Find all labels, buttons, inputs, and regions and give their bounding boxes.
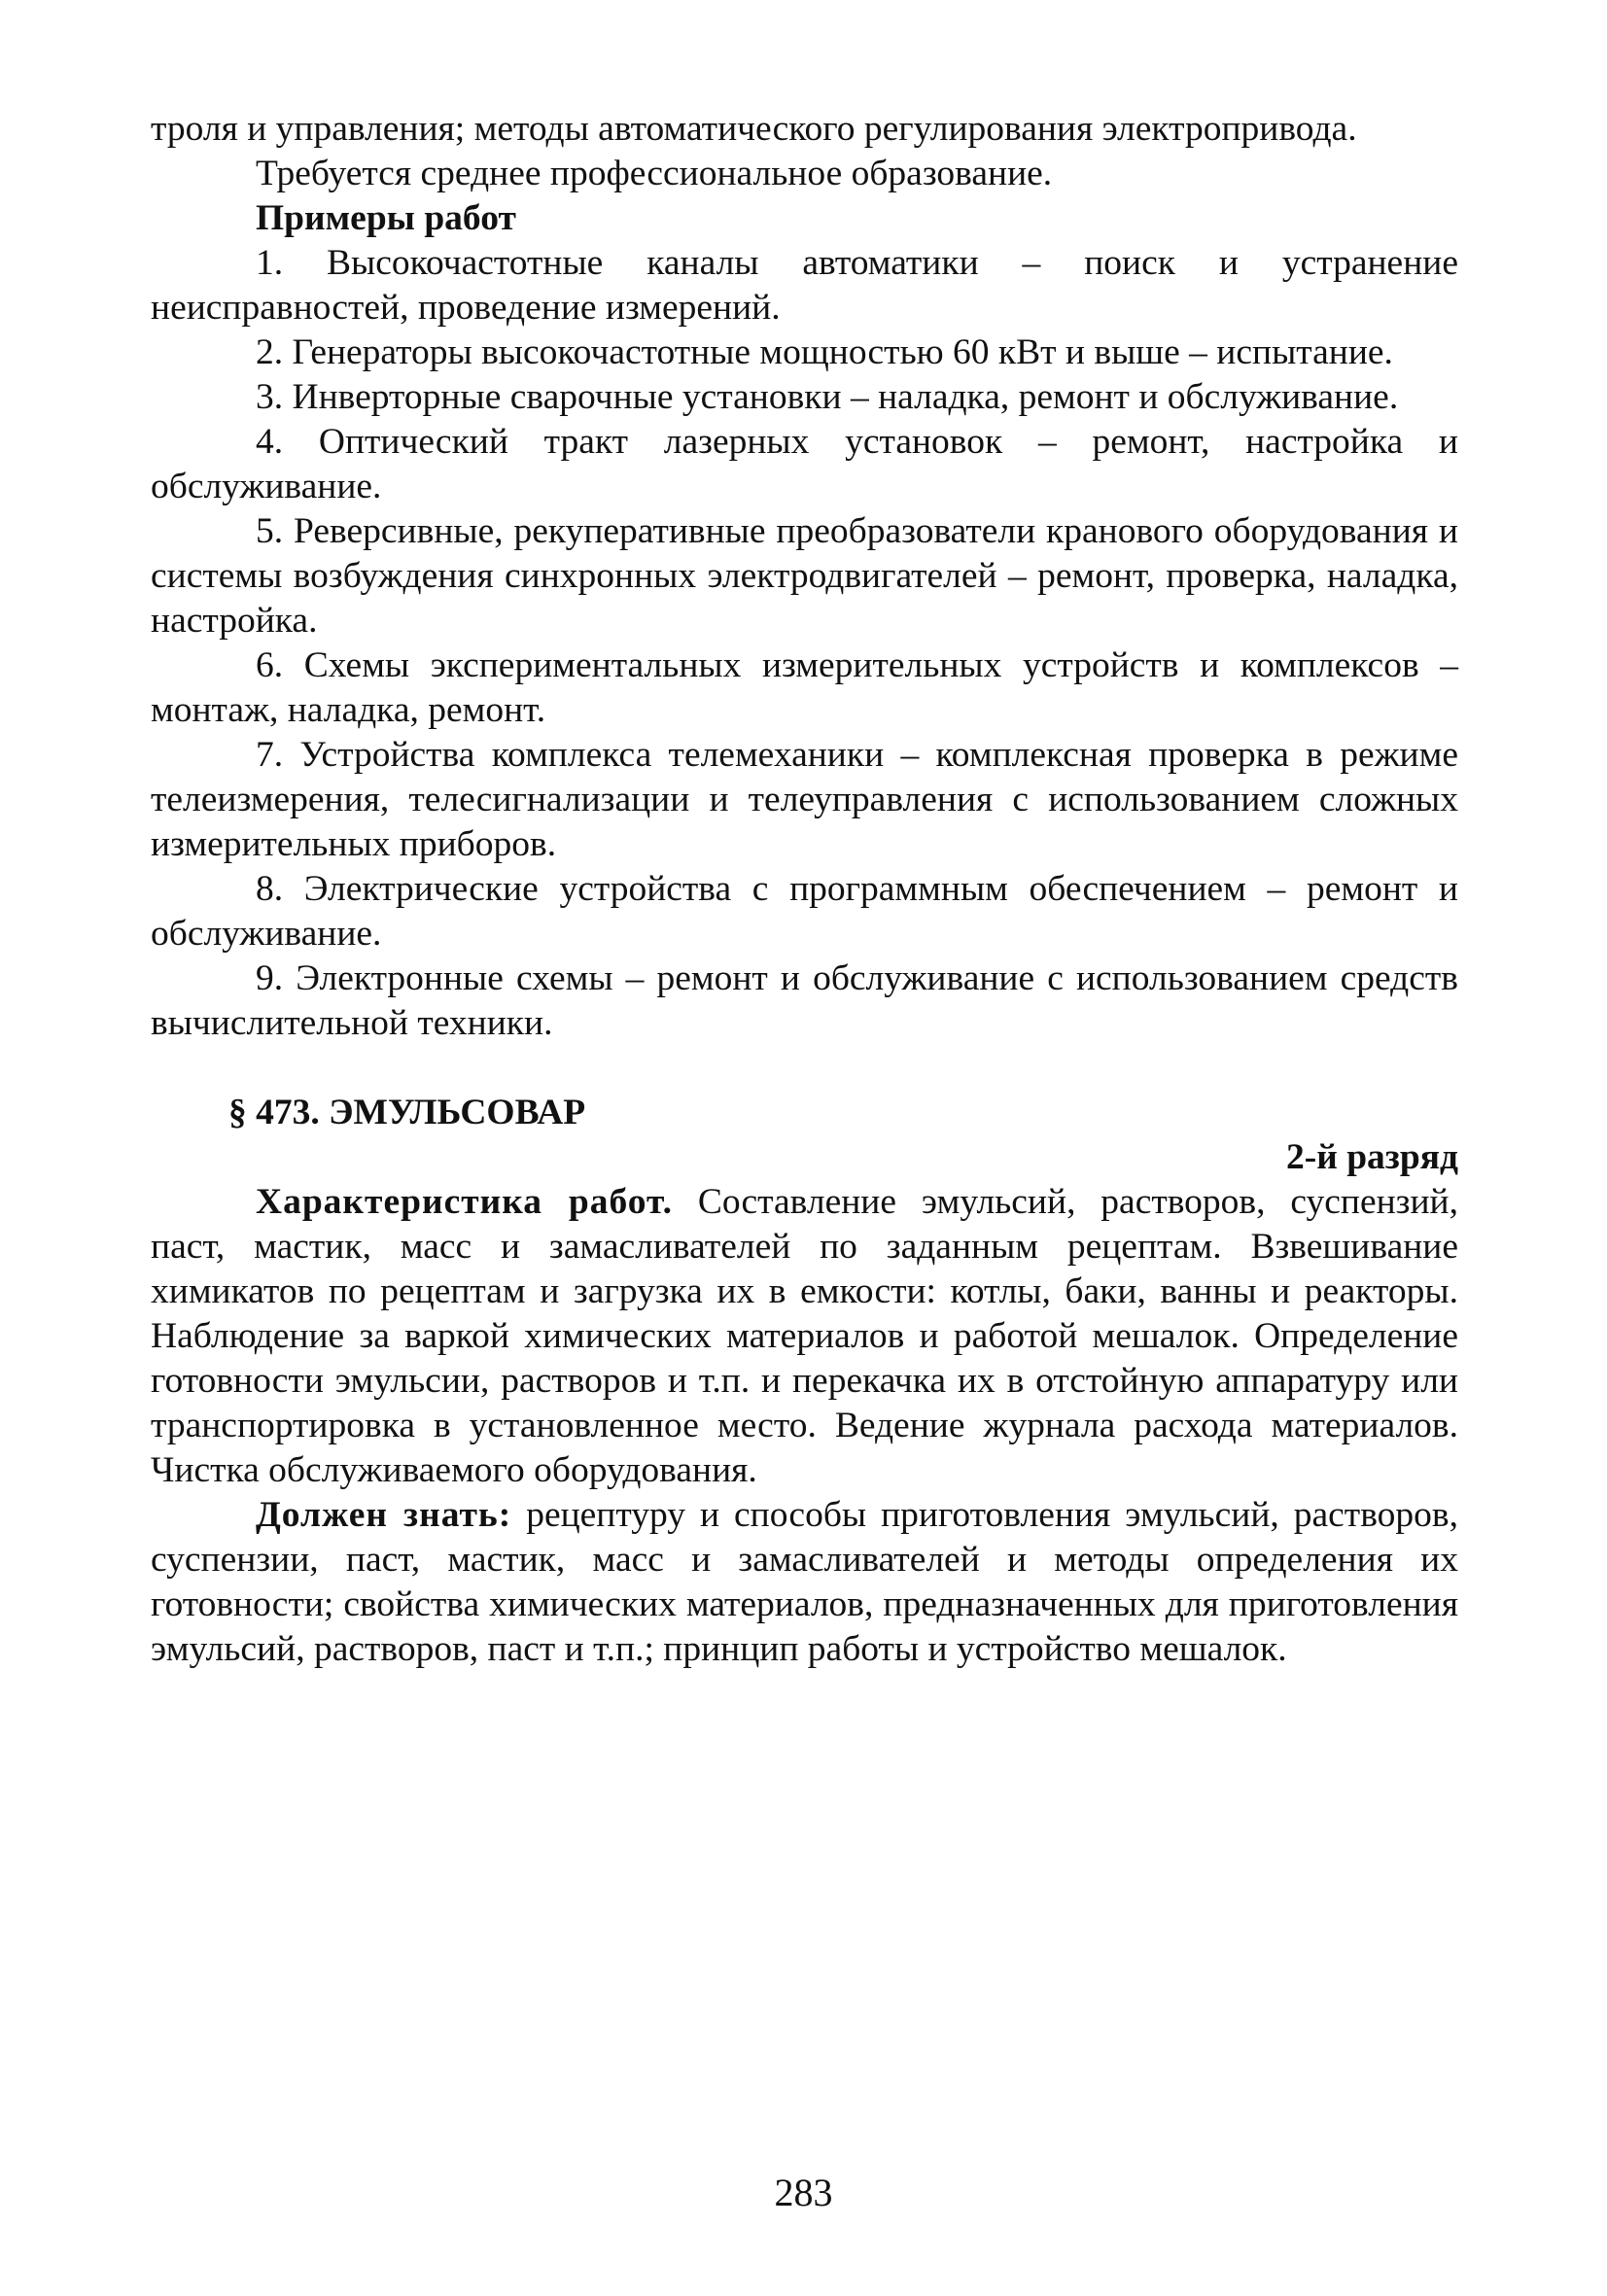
example-item-8: 8. Электрические устройства с программным обеспечением – ремонт и обслуживание.: [151, 869, 1458, 954]
grade-label: 2-й разряд: [1285, 1137, 1458, 1177]
characteristic-label: Характеристика работ.: [256, 1182, 673, 1222]
example-item-4: 4. Оптический тракт лазерных установок – ремонт, настройка и обслуживание.: [151, 422, 1458, 506]
page-number: 283: [774, 2171, 833, 2214]
example-item-1: 1. Высокочастотные каналы автоматики – поиск и устранение неисправностей, проведение измерений.: [151, 243, 1458, 328]
example-item-5: 5. Реверсивные, рекуперативные преобразователи кранового оборудования и системы возбуждения синхронных электродвигателей – ремонт, проверка, наладка, настройка.: [151, 511, 1458, 641]
section-title: § 473. ЭМУЛЬСОВАР: [228, 1093, 586, 1132]
knowledge-paragraph: [151, 1493, 1458, 1672]
knowledge-label: Должен знать:: [256, 1495, 512, 1535]
example-item-2: 2. Генераторы высокочастотные мощностью 60 кВт и выше – испытание.: [256, 332, 1393, 372]
example-item-6: 6. Схемы экспериментальных измерительных устройств и комплексов – монтаж, наладка, ремонт.: [151, 645, 1458, 730]
characteristic-paragraph: [151, 1180, 1458, 1493]
page-body: [151, 107, 1458, 1672]
examples-heading: Примеры работ: [256, 198, 516, 238]
intro-continuation: троля и управления; методы автоматического регулирования электропривода.: [151, 109, 1357, 149]
knowledge-text: рецептуру и способы приготовления эмульсий, растворов, суспензии, паст, мастик, масс и замасливателей и методы определения их готовности; свойства химических материалов, предназначенных для приготовления эмульсий, растворов, паст и т.п.; принцип работы и устройство мешалок.: [151, 1495, 1458, 1669]
education-requirement: Требуется среднее профессиональное образование.: [256, 154, 1053, 193]
example-item-3: 3. Инверторные сварочные установки – наладка, ремонт и обслуживание.: [256, 377, 1399, 417]
example-item-7: 7. Устройства комплекса телемеханики – комплексная проверка в режиме телеизмерения, телесигнализации и телеуправления с использованием сложных измерительных приборов.: [151, 735, 1458, 864]
characteristic-text: Составление эмульсий, растворов, суспензий, паст, мастик, масс и замасливателей по заданным рецептам. Взвешивание химикатов по рецептам и загрузка их в емкости: котлы, баки, ванны и реакторы. Наблюдение за варкой химических материалов и работой мешалок. Определение готовности эмульсии, растворов и т.п. и перекачка их в отстойную аппаратуру или транспортировка в установленное место. Ведение журнала расхода материалов. Чистка обслуживаемого оборудования.: [151, 1182, 1459, 1490]
example-item-9: 9. Электронные схемы – ремонт и обслуживание с использованием средств вычислительной техники.: [151, 958, 1458, 1043]
